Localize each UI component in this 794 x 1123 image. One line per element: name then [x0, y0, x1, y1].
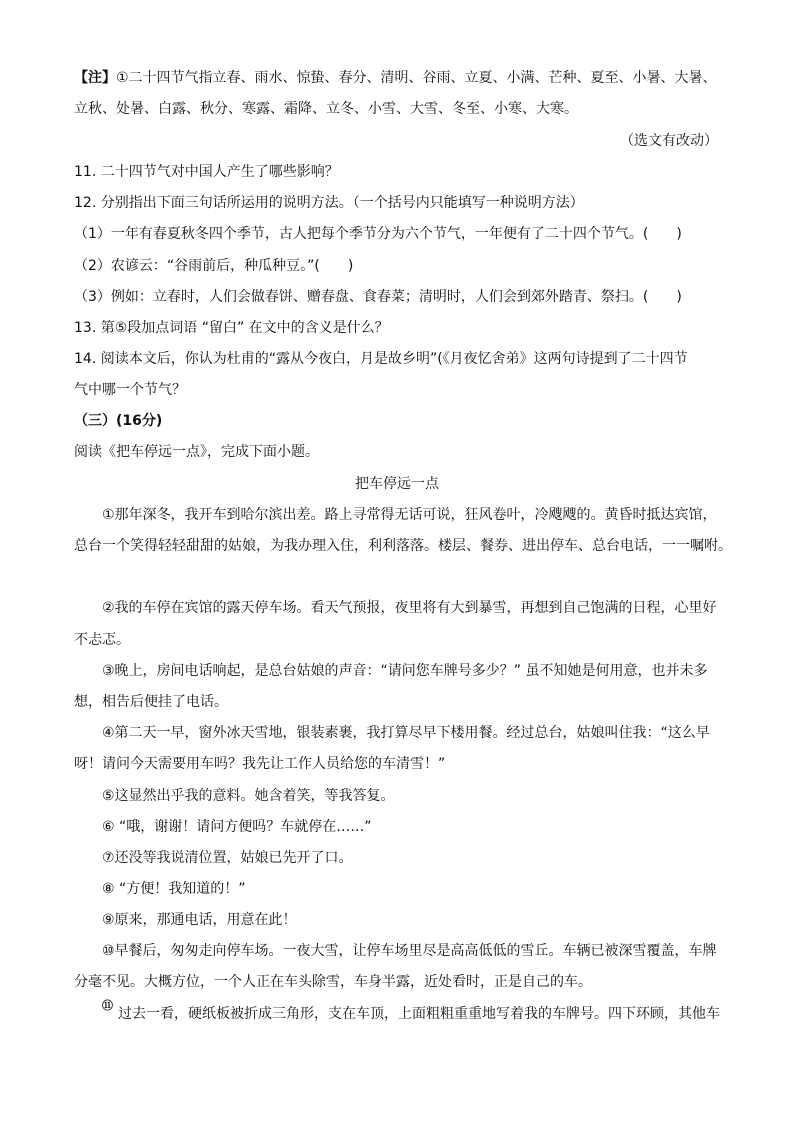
paragraph-9: ⑨原来，那通电话，用意在此！ [102, 912, 297, 928]
paragraph-5: ⑤这显然出乎我的意料。她含着笑，等我答复。 [102, 788, 395, 804]
paragraph-1-line-2: 总台一个笑得轻轻甜甜的姑娘，为我办理入住，利利落落。楼层、餐券、进出停车、总台电话，一一嘱咐。 [74, 538, 732, 554]
paragraph-3-line-2: 想，相告后便挂了电话。 [74, 694, 228, 710]
note-text-1: ①二十四节气指立春、雨水、惊蛰、春分、清明、谷雨、立夏、小满、芒种、夏至、小暑、大暑、 [116, 70, 717, 86]
paragraph-7: ⑦还没等我说清位置，姑娘已先开了口。 [102, 850, 353, 866]
paragraph-11-text: 过去一看，硬纸板被折成三角形，支在车顶，上面粗粗重重地写着我的车牌号。四下环顾，其他车 [118, 1006, 720, 1022]
paragraph-1-line-1: ①那年深冬，我开车到哈尔滨出差。路上寻常得无话可说，狂风卷叶，冷飕飕的。黄昏时抵达宾馆， [102, 507, 717, 523]
question-12-1: （1）一年有春夏秋冬四个季节，古人把每个季节分为六个节气，一年便有了二十四个节气。( ) [74, 226, 682, 242]
paragraph-11-line-1 [102, 999, 720, 1024]
paragraph-2-line-1: ②我的车停在宾馆的露天停车场。看天气预报，夜里将有大到暴雪，再想到自己饱满的日程，心里好 [102, 600, 717, 616]
paragraph-11-number: ⑪ [102, 999, 113, 1012]
question-12: 12. 分别指出下面三句话所运用的说明方法。（一个括号内只能填写一种说明方法） [74, 195, 584, 211]
section-heading: （三）(16分) [74, 413, 163, 429]
note-line-1 [74, 68, 717, 88]
source-note: （选文有改动） [620, 133, 718, 149]
paragraph-10-line-1: ⑩早餐后，匆匆走向停车场。一夜大雪，让停车场里尽是高高低低的雪丘。车辆已被深雪覆盖，车牌 [102, 943, 717, 959]
paragraph-10-line-2: 分毫不见。大概方位，一个人正在车头除雪，车身半露，近处看时，正是自己的车。 [74, 974, 592, 990]
paragraph-4-line-2: 呀！请问今天需要用车吗？我先让工作人员给您的车清雪！” [74, 756, 446, 772]
article-title: 把车停远一点 [355, 476, 439, 492]
section-instruction: 阅读《把车停远一点》，完成下面小题。 [74, 444, 319, 460]
question-14-line-2: 气中哪一个节气？ [74, 382, 186, 398]
paragraph-2-line-2: 不忐忑。 [74, 632, 130, 648]
paragraph-3-line-1: ③晚上，房间电话响起，是总台姑娘的声音：“请问您车牌号多少？” 虽不知她是何用意，也并未多 [102, 663, 708, 679]
paragraph-8: ⑧ “方便！我知道的！” [102, 881, 246, 897]
question-11: 11. 二十四节气对中国人产生了哪些影响？ [74, 164, 339, 180]
note-line-2: 立秋、处暑、白露、秋分、寒露、霜降、立冬、小雪、大雪、冬至、小寒、大寒。 [74, 101, 578, 117]
question-12-2: （2）农谚云：“谷雨前后，种瓜种豆。”( ) [74, 258, 354, 274]
note-prefix: 【注】 [74, 70, 116, 86]
paragraph-6: ⑥ “哦，谢谢！请问方便吗？车就停在……” [102, 819, 372, 835]
paragraph-4-line-1: ④第二天一早，窗外冰天雪地，银装素裹，我打算尽早下楼用餐。经过总台，姑娘叫住我：“这么早 [102, 725, 710, 741]
question-13: 13. 第⑤段加点词语 “留白” 在文中的含义是什么？ [74, 320, 389, 336]
question-12-3: （3）例如：立春时，人们会做春饼、赠春盘、食春菜；清明时，人们会到郊外踏青、祭扫。( ) [74, 289, 682, 305]
question-14-line-1: 14. 阅读本文后，你认为杜甫的“露从今夜白，月是故乡明”(《月夜忆舍弟》这两句诗提到了二十四节 [74, 351, 688, 367]
